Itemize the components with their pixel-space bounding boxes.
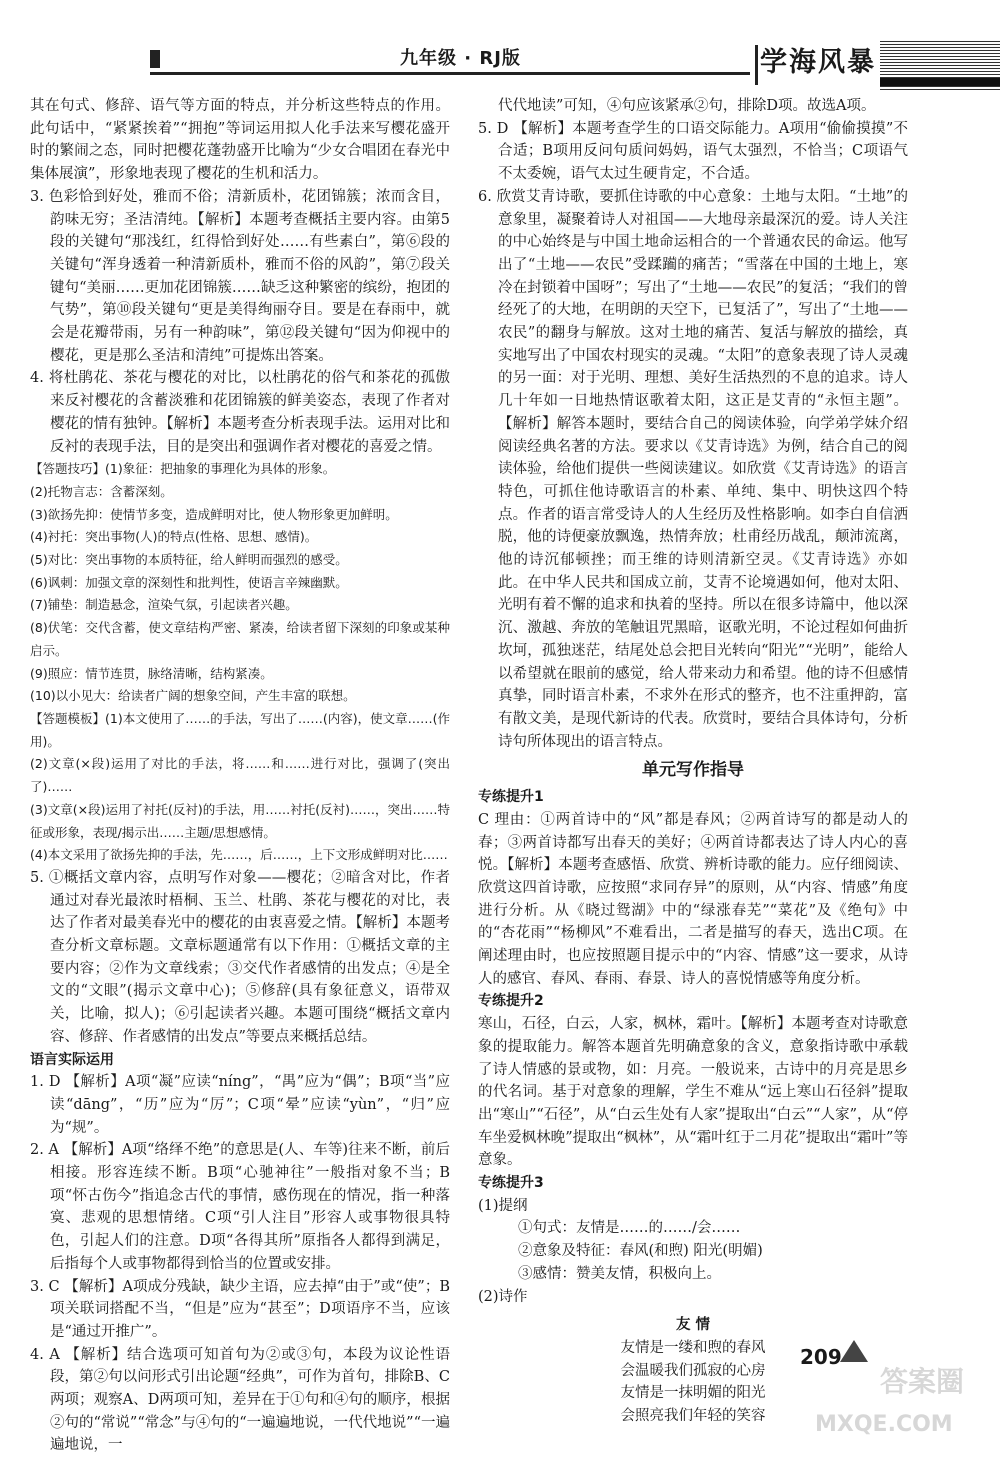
page-header: [0, 0, 1000, 95]
page-number: 209: [800, 1345, 842, 1369]
grade-label: 九年级 · RJ版: [400, 48, 521, 69]
right-paragraph-r12: ②意象及特征：春风(和煦) 阳光(明媚): [518, 1243, 763, 1260]
left-paragraph-l13: (10)以小见大：给读者广阔的想象空间，产生丰富的联想。: [30, 688, 356, 704]
brand-divider: [755, 45, 758, 85]
left-paragraph-l12: (9)照应：情节连贯，脉络清晰，结构紧凑。: [30, 665, 273, 681]
left-paragraph-l1: 其在句式、修辞、语气等方面的特点，并分析这些特点的作用。此句话中，“紧紧挨着”“拥抱”等词运用拟人化手法来写樱花盛开时的繁闹之态，同时把樱花蓬勃盛开比喻为“少女合唱团在春光中集体展演”，形象地表现了樱花的生机和活力。: [30, 98, 450, 183]
right-paragraph-r9: 专练提升3: [478, 1175, 544, 1192]
left-paragraph-l15: (2)文章(×段)运用了对比的手法，将……和……进行对比，强调了(突出了)……: [30, 756, 450, 795]
left-paragraph-l7: (4)衬托：突出事物(人)的特点(性格、思想、感情)。: [30, 529, 318, 545]
right-paragraph-r3: 6. 欣赏艾青诗歌，要抓住诗歌的中心意象：土地与太阳。“土地”的意象里，凝聚着诗人对祖国——大地母亲最深沉的爱。诗人关注的中心始终是与中国土地命运相合的一个普通农民的命运。他写出了“土地——农民”受蹂躏的痛苦；“雪落在中国的土地上，寒冷在封锁着中国呀”；写出了“土地——农民”的复活；“我们的曾经死了的大地，在明朗的天空下，已复活了”，写出了“土地——农民”的翻身与解放。这对土地的痛苦、复活与解放的描绘，真实地写出了中国农村现实的灵魂。“太阳”的意象表现了诗人灵魂的另一面：对于光明、理想、美好生活热烈的不息的追求。诗人几十年如一日地热情讴歌着太阳，这正是艾青的“永恒主题”。【解析】解答本题时，要结合自己的阅读体验，向学弟学妹介绍阅读经典名著的方法。要求以《艾青诗选》为例，结合自己的阅读体验，给他们提供一些阅读建议。如欣赏《艾青诗选》的语言特色，可抓住他诗歌语言的朴素、单纯、集中、明快这四个特点。作者的语言常受诗人的人生经历及性格影响。如李白自信洒脱，他的诗便豪放飘逸，热情奔放；杜甫经历战乱，颠沛流离，他的诗沉郁顿挫；而王维的诗则清新空灵。《艾青诗选》亦如此。在中华人民共和国成立前，艾青不论境遇如何，他对太阳、光明有着不懈的追求和执着的坚持。所以在很多诗篇中，他以深沉、激越、奔放的笔触诅咒黑暗，讴歌光明，不论过程如何曲折坎坷，孤独迷茫，结尾处总会把目光转向“阳光”“光明”，能给人以希望就在眼前的感觉，给人带来动力和希望。他的诗不但感情真挚，同时语言朴素，不求外在形式的整齐，也不注重押韵，富有散文美，是现代新诗的代表。欣赏时，要结合具体诗句，分析诗句所体现出的语言特点。: [478, 188, 908, 750]
watermark-url: MXQE.COM: [815, 1412, 953, 1437]
left-paragraph-l10: (7)铺垫：制造悬念，渲染气氛，引起读者兴趣。: [30, 597, 298, 613]
left-paragraph-l16: (3)文章(×段)运用了衬托(反衬)的手法，用……衬托(反衬)……，突出……特征或形象，表现/揭示出……主题/思想感情。: [30, 801, 450, 840]
right-paragraph-r1: 代代地读”可知，④句应该紧承②句，排除D项。故选A项。: [498, 98, 876, 114]
right-paragraph-r11: ①句式：友情是……的……/会……: [518, 1220, 741, 1237]
left-paragraph-l6: (3)欲扬先抑：使情节多变，造成鲜明对比，使人物形象更加鲜明。: [30, 506, 398, 522]
left-paragraph-l11: (8)伏笔：交代含蓄，使文章结构严密、紧凑，给读者留下深刻的印象或某种启示。: [30, 620, 450, 658]
header-mark: [150, 50, 160, 68]
left-paragraph-l17: (4)本文采用了欲扬先抑的手法，先……，后……，上下文形成鲜明对比……: [30, 847, 448, 863]
left-paragraph-l2: 3. 色彩恰到好处，雅而不俗；清新质朴，花团锦簇；浓而含目，韵味无穷；圣洁清纯。【解析】本题考查概括主要内容。由第5段的关键句“那浅红，红得恰到好处……有些素白”，第⑥段的关键句“浑身透着一种清新质朴，雅而不俗的风韵”，第⑦段关键句“美丽……更加花团锦簇……缺乏这种繁密的缤纷，抱团的气势”，第⑩段关键句“更是美得绚丽夺目。要是在春雨中，就会是花瓣带雨，另有一种韵味”，第⑫段关键句“因为仰视中的樱花，更是那么圣洁和清纯”可提炼出答案。: [30, 188, 450, 364]
header-rule: [150, 72, 750, 75]
right-paragraph-r10: (1)提纲: [478, 1197, 528, 1214]
left-paragraph-l19: 语言实际运用: [30, 1051, 114, 1068]
right-paragraph-r7: 专练提升2: [478, 993, 544, 1010]
triangle-icon: [840, 1340, 868, 1362]
left-paragraph-l5: (2)托物言志：含蓄深刻。: [30, 483, 173, 499]
right-paragraph-r4: 单元写作指导: [642, 760, 744, 781]
left-paragraph-l21: 2. A 【解析】A项“络绎不绝”的意思是(人、车等)往来不断，前后相接。形容连续不断。B项“心驰神往”一般指对象不当；B项“怀古伤今”指追念古代的事情，感伤现在的情况，指一种落寞、悲观的思想情绪。C项“引人注目”形容人或事物很具特色，引起人们的注意。D项“各得其所”原指各人都得到满足，后指每个人或事物都得到恰当的位置或安排。: [30, 1142, 450, 1272]
brand-logo: 学海风暴: [760, 47, 876, 78]
left-paragraph-l22: 3. C 【解析】A项成分残缺，缺少主语，应去掉“由于”或“使”；B项关联词搭配不当，“但是”应为“甚至”；D项语序不当，应该是“通过开推广”。: [30, 1278, 450, 1340]
right-paragraph-r13: ③感情：赞美友情，积极向上。: [518, 1265, 721, 1282]
right-paragraph-r14: (2)诗作: [478, 1288, 528, 1305]
right-paragraph-r15: 友 情: [675, 1316, 711, 1334]
left-paragraph-l8: (5)对比：突出事物的本质特征，给人鲜明而强烈的感受。: [30, 552, 348, 568]
left-paragraph-l18: 5. ①概括文章内容，点明写作对象——樱花；②暗含对比，作者通过对春光最浓时梧桐、玉兰、杜鹃、茶花与樱花的对比，表达了作者对最美春光中的樱花的由衷喜爱之情。【解析】本题考查分析文章标题。文章标题通常有以下作用：①概括文章的主要内容；②作为文章线索；③交代作者感情的出发点；④是全文的“文眼”(揭示文章中心)；⑤修辞(具有象征意义，语带双关，比喻，拟人)；⑥引起读者兴趣。本题可围绕“概括文章内容、修辞、作者感情的出发点”等要点来概括总结。: [30, 869, 450, 1045]
right-paragraph-r19: 会照亮我们年轻的笑容: [620, 1408, 766, 1425]
right-paragraph-r6: C 理由：①两首诗中的“风”都是春风；②两首诗写的都是动人的春；③两首诗都写出春天的美好；④两首诗都表达了诗人内心的喜悦。【解析】本题考查感悟、欣赏、辨析诗歌的能力。应仔细阅读、欣赏这四首诗歌，应按照“求同存异”的原则，从“内容、情感”角度进行分析。从《晓过鸳湖》中的“绿涨春芜”“菜花”及《绝句》中的“杏花雨”“杨柳风”不难看出，二者是描写的春天，选出C项。在阐述理由时，也应按照题目提示中的“内容、情感”这一要求，从诗人的感官、春风、春雨、春景、诗人的喜悦情感等角度分析。: [478, 811, 908, 987]
watermark-logo: 答案圈: [880, 1365, 965, 1398]
right-paragraph-r18: 友情是一抹明媚的阳光: [620, 1385, 766, 1402]
header-hatch-bar: [880, 78, 1000, 86]
right-paragraph-r5: 专练提升1: [478, 789, 544, 806]
left-paragraph-l9: (6)讽刺：加强文章的深刻性和批判性，使语言辛辣幽默。: [30, 574, 348, 590]
left-paragraph-l20: 1. D 【解析】A项“凝”应读“níng”，“禺”应为“偶”；B项“当”应读“dāng”，“历”应为“厉”；C项“晕”应读“yùn”，“归”应为“规”。: [30, 1074, 450, 1136]
left-column: [30, 95, 450, 1457]
left-paragraph-l23: 4. A 【解析】结合选项可知首句为②或③句，本段为议论性语段，第②句以问形式引出论题“经典”，可作为首句，排除B、C两项；观察A、D两项可知，差异在于①句和④句的顺序，根据②句的“常说”“常念”与④句的“一遍遍地说，一代代地说”“一遍遍地说，一: [30, 1346, 450, 1454]
right-paragraph-r17: 会温暖我们孤寂的心房: [620, 1362, 766, 1379]
right-paragraph-r8: 寒山，石径，白云，人家，枫林，霜叶。【解析】本题考查对诗歌意象的提取能力。解答本题首先明确意象的含义，意象指诗歌中承载了诗人情感的景或物，如：月亮。一般说来，古诗中的月亮是思乡的代名词。基于对意象的理解，学生不难从“远上寒山石径斜”提取出“寒山”“石径”，从“白云生处有人家”提取出“白云”“人家”，从“停车坐爱枫林晚”提取出“枫林”，从“霜叶红于二月花”提取出“霜叶”等意象。: [478, 1016, 908, 1169]
right-paragraph-r16: 友情是一缕和煦的春风: [620, 1339, 766, 1356]
right-column: [478, 95, 908, 1428]
left-paragraph-l14: 【答题模板】(1)本文使用了……的手法，写出了……(内容)，使文章……(作用)。: [30, 710, 450, 749]
right-paragraph-r2: 5. D 【解析】本题考查学生的口语交际能力。A项用“偷偷摸摸”不合适；B项用反问句质问妈妈，语气太强烈，不恰当；C项语气不太委婉，语气太过生硬肯定，不合适。: [478, 120, 908, 183]
left-paragraph-l4: 【答题技巧】(1)象征：把抽象的事理化为具体的形象。: [30, 461, 336, 477]
left-paragraph-l3: 4. 将杜鹃花、茶花与樱花的对比，以杜鹃花的俗气和茶花的孤傲来反衬樱花的含蓄淡雅和花团锦簇的鲜美姿态，表现了作者对樱花的情有独钟。【解析】本题考查分析表现手法。运用对比和反衬的表现手法，目的是突出和强调作者对樱花的喜爱之情。: [30, 370, 450, 455]
